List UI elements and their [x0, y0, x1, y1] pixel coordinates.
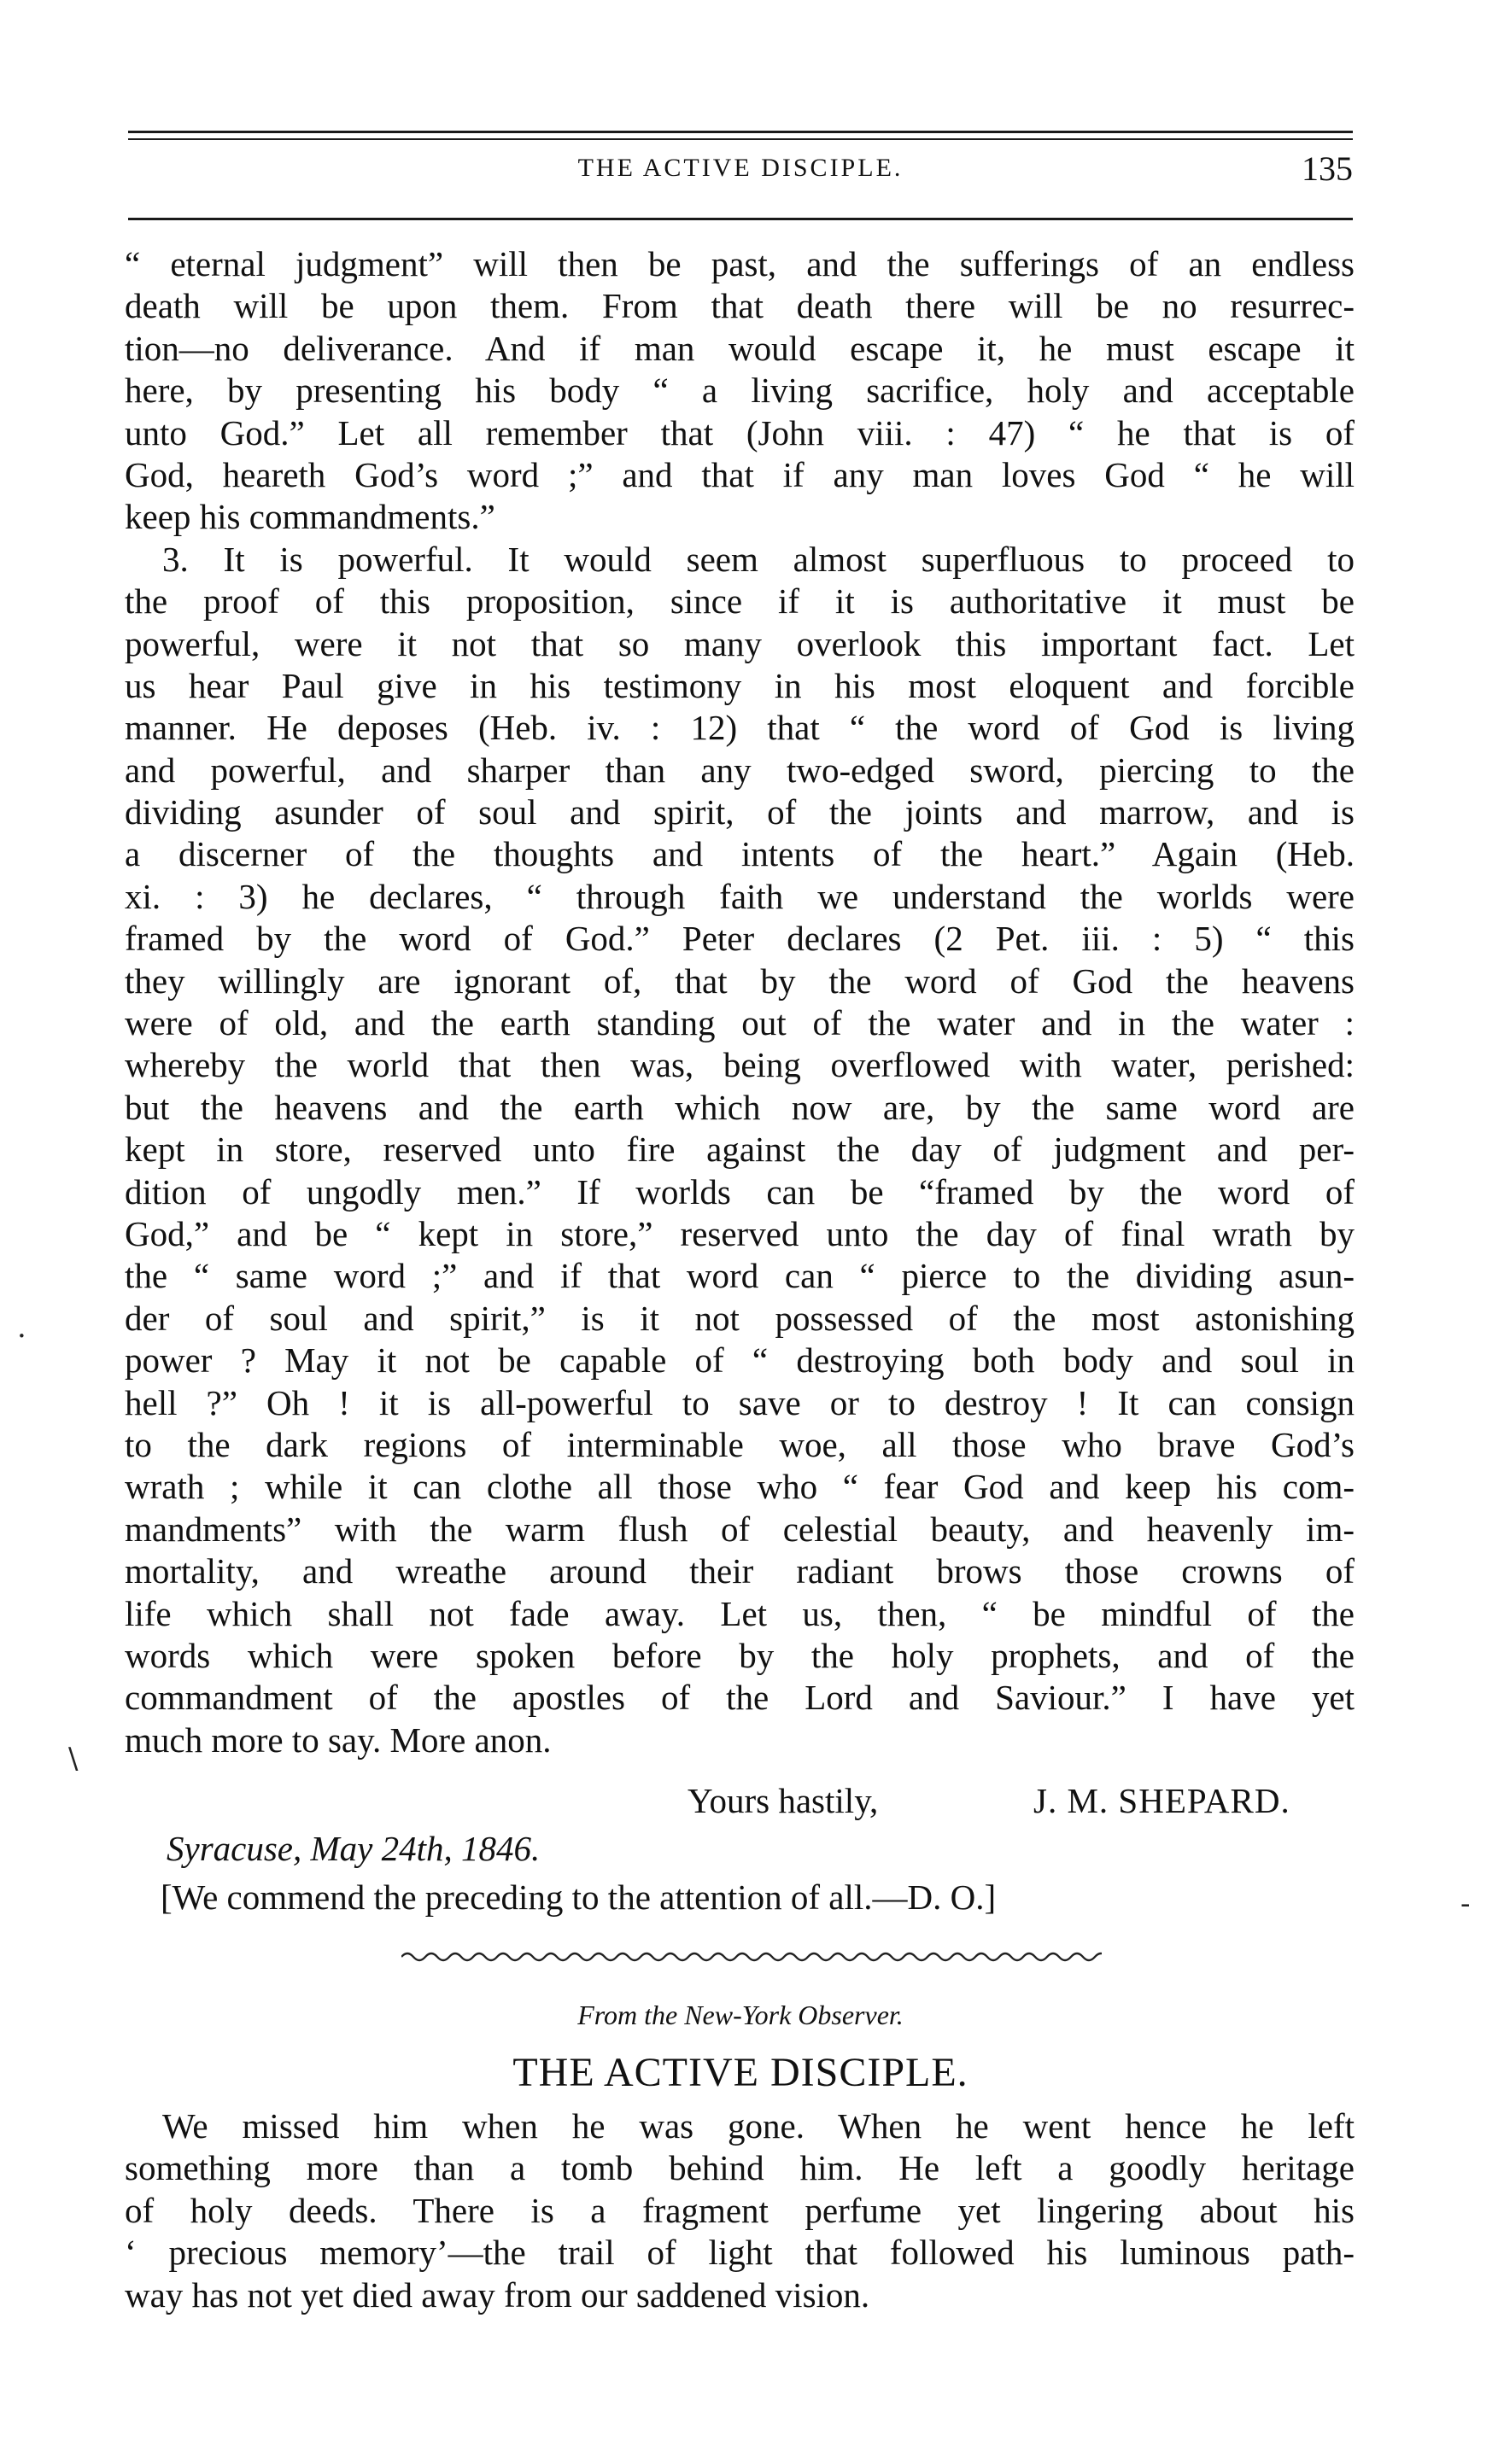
header-rule-bottom	[128, 218, 1353, 220]
text-line: dividing asunder of soul and spirit, of the joints and marrow, and is	[125, 792, 1355, 832]
text-line: life which shall not fade away. Let us, then, “ be mindful of the	[125, 1593, 1355, 1633]
text-line: ‘ precious memory’—the trail of light that followed his luminous path-	[125, 2233, 1355, 2273]
text-line: der of soul and spirit,” is it not possessed of the most astonishing	[125, 1298, 1355, 1338]
editor-note: [We commend the preceding to the attention of all.—D. O.]	[161, 1877, 997, 1917]
header-rule-top-thin	[128, 138, 1353, 140]
text-line: death will be upon them. From that death there will be no resurrec-	[125, 286, 1355, 326]
margin-dot-mark: ·	[17, 1319, 26, 1353]
margin-tick-mark: \	[68, 1742, 79, 1776]
text-line: but the heavens and the earth which now are, by the same word are	[125, 1087, 1355, 1127]
text-line: whereby the world that then was, being overflowed with water, perished:	[125, 1045, 1355, 1085]
text-line: and powerful, and sharper than any two-edged sword, piercing to the	[125, 750, 1355, 790]
text-line: tion—no deliverance. And if man would escape it, he must escape it	[125, 328, 1355, 368]
text-line: commandment of the apostles of the Lord and Saviour.” I have yet	[125, 1678, 1355, 1718]
text-line: of holy deeds. There is a fragment perfume yet lingering about his	[125, 2190, 1355, 2230]
text-line: us hear Paul give in his testimony in his most eloquent and forcible	[125, 665, 1355, 705]
text-line: power ? May it not be capable of “ destroying both body and soul in	[125, 1340, 1355, 1381]
margin-dash-mark: -	[1460, 1887, 1471, 1921]
text-line: to the dark regions of interminable woe, all those who brave God’s	[125, 1424, 1355, 1464]
wavy-separator	[401, 1947, 1102, 1967]
text-line: We missed him when he was gone. When he went hence he left	[162, 2106, 1355, 2146]
text-line: keep his commandments.”	[125, 497, 495, 537]
text-line: dition of ungodly men.” If worlds can be “framed by the word of	[125, 1171, 1355, 1212]
text-line: hell ?” Oh ! it is all-powerful to save or to destroy ! It can consign	[125, 1382, 1355, 1422]
text-line: xi. : 3) he declares, “ through faith we understand the worlds were	[125, 876, 1355, 916]
text-line: a discerner of the thoughts and intents of the heart.” Again (Heb.	[125, 834, 1355, 874]
text-line: wrath ; while it can clothe all those who “ fear God and keep his com-	[125, 1467, 1355, 1507]
signature: J. M. SHEPARD.	[1033, 1781, 1290, 1820]
text-line: mortality, and wreathe around their radiant brows those crowns of	[125, 1551, 1355, 1591]
text-line: kept in store, reserved unto fire against the day of judgment and per-	[125, 1130, 1355, 1170]
text-line: God,” and be “ kept in store,” reserved unto the day of final wrath by	[125, 1213, 1355, 1253]
text-line: mandments” with the warm flush of celestial beauty, and heavenly im-	[125, 1509, 1355, 1549]
text-line: here, by presenting his body “ a living sacrifice, holy and acceptable	[125, 371, 1355, 411]
running-title: THE ACTIVE DISCIPLE.	[577, 154, 904, 182]
article-body	[125, 2105, 1355, 2316]
source-credit: From the New-York Observer.	[577, 2000, 904, 2030]
header-rule-top	[128, 131, 1353, 133]
closing-salutation: Yours hastily,	[688, 1781, 879, 1820]
text-line: the proof of this proposition, since if it is authoritative it must be	[125, 581, 1355, 622]
text-line: 3. It is powerful. It would seem almost superfluous to proceed to	[162, 539, 1355, 579]
text-line: God, heareth God’s word ;” and that if any man loves God “ he will	[125, 454, 1355, 494]
text-line: they willingly are ignorant of, that by the word of God the heavens	[125, 960, 1355, 1001]
text-line: way has not yet died away from our saddened vision.	[125, 2274, 870, 2315]
article-title: THE ACTIVE DISCIPLE.	[512, 2050, 968, 2095]
letter-body	[125, 243, 1355, 1761]
text-line: “ eternal judgment” will then be past, and the sufferings of an endless	[125, 244, 1355, 283]
text-line: framed by the word of God.” Peter declares (2 Pet. iii. : 5) “ this	[125, 919, 1355, 959]
text-line: unto God.” Let all remember that (John viii. : 47) “ he that is of	[125, 412, 1355, 453]
page-number: 135	[1302, 149, 1353, 188]
text-line: powerful, were it not that so many overlook this important fact. Let	[125, 623, 1355, 663]
text-line: the “ same word ;” and if that word can “ pierce to the dividing asun-	[125, 1256, 1355, 1296]
dateline: Syracuse, May 24th, 1846.	[167, 1829, 541, 1868]
text-line: words which were spoken before by the holy prophets, and of the	[125, 1635, 1355, 1675]
text-line: much more to say. More anon.	[125, 1720, 552, 1760]
text-line: were of old, and the earth standing out of the water and in the water :	[125, 1003, 1355, 1043]
text-line: manner. He deposes (Heb. iv. : 12) that “ the word of God is living	[125, 708, 1355, 748]
text-line: something more than a tomb behind him. He left a goodly heritage	[125, 2148, 1355, 2188]
